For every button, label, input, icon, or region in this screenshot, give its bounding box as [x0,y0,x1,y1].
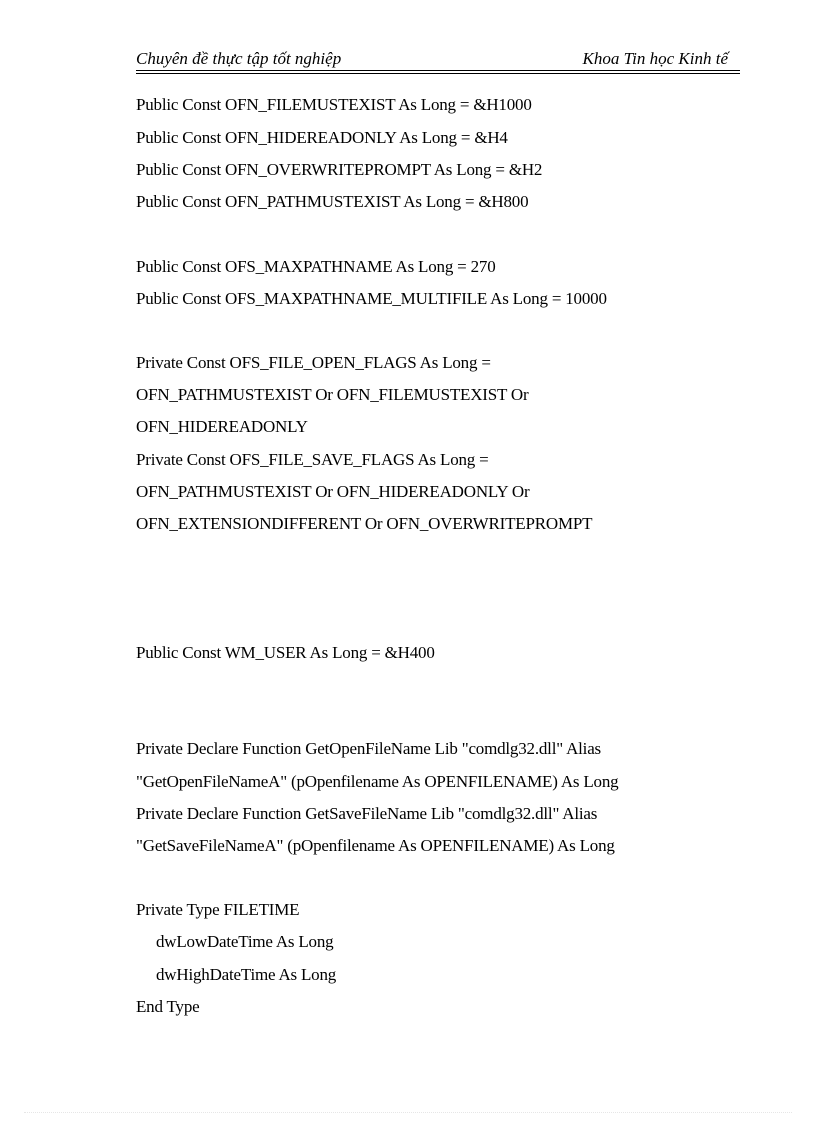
code-line: OFN_HIDEREADONLY [136,417,308,436]
code-line: Public Const OFS_MAXPATHNAME As Long = 270 [136,257,496,276]
code-line: Private Declare Function GetSaveFileName Lib "comdlg32.dll" Alias [136,804,598,823]
code-line: End Type [136,997,200,1016]
code-line: Public Const OFN_PATHMUSTEXIST As Long = &H800 [136,192,529,211]
code-line: Public Const OFN_HIDEREADONLY As Long = &H4 [136,128,508,147]
code-line: "GetOpenFileNameA" (pOpenfilename As OPENFILENAME) As Long [136,772,619,791]
code-line: OFN_PATHMUSTEXIST Or OFN_FILEMUSTEXIST Or [136,385,529,404]
code-line: Private Type FILETIME [136,900,300,919]
page-bottom-edge [24,1112,792,1113]
code-line: Public Const OFN_FILEMUSTEXIST As Long = &H1000 [136,95,532,114]
header-left-title: Chuyên đề thực tập tốt nghiệp [136,49,342,68]
code-line: Public Const OFN_OVERWRITEPROMPT As Long = &H2 [136,160,543,179]
code-line: Private Const OFS_FILE_SAVE_FLAGS As Long = [136,450,489,469]
page-header [136,48,740,70]
code-line: Public Const WM_USER As Long = &H400 [136,643,435,662]
code-line: Public Const OFS_MAXPATHNAME_MULTIFILE As Long = 10000 [136,289,607,308]
code-line: Private Const OFS_FILE_OPEN_FLAGS As Long = [136,353,491,372]
code-line: "GetSaveFileNameA" (pOpenfilename As OPENFILENAME) As Long [136,836,615,855]
code-line: Private Declare Function GetOpenFileName Lib "comdlg32.dll" Alias [136,739,601,758]
header-right-title: Khoa Tin học Kinh tế [582,49,728,68]
code-line: dwLowDateTime As Long [156,932,334,951]
header-rule [136,70,740,71]
header-rule-double [136,73,740,74]
code-line: dwHighDateTime As Long [156,965,337,984]
code-line: OFN_EXTENSIONDIFFERENT Or OFN_OVERWRITEPROMPT [136,514,593,533]
code-line: OFN_PATHMUSTEXIST Or OFN_HIDEREADONLY Or [136,482,530,501]
